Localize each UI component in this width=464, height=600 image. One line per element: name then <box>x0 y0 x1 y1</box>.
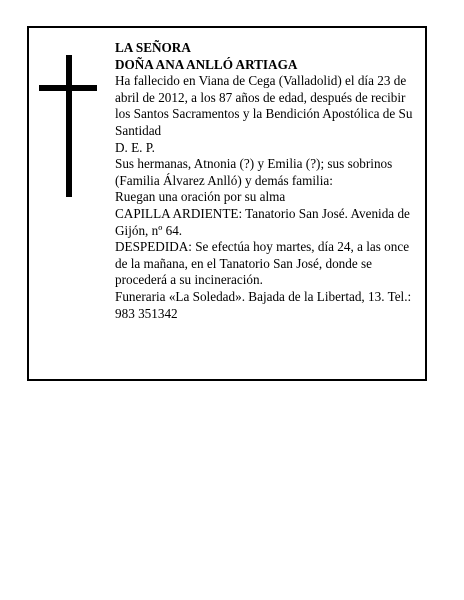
deceased-name: DOÑA ANA ANLLÓ ARTIAGA <box>115 56 298 72</box>
prayer-request: Ruegan una oración por su alma <box>115 189 286 205</box>
death-announcement: Ha fallecido en Viana de Cega (Valladolid) el día 23 de abril de 2012, a los 87 años de edad, después de recibir los Santos Sacramentos y la Bendición Apostólica de Su Santidad <box>115 73 413 138</box>
cross-vertical-bar <box>66 55 72 197</box>
chapel-info: CAPILLA ARDIENTE: Tanatorio San José. Avenida de Gijón, nº 64. <box>115 205 410 238</box>
obituary-notice <box>27 26 427 381</box>
cross-icon <box>39 55 97 197</box>
farewell-info: DESPEDIDA: Se efectúa hoy martes, día 24, a las once de la mañana, en el Tanatorio San José, donde se procederá a su incineración. <box>115 239 410 288</box>
notice-body <box>115 40 421 322</box>
family-members: Sus hermanas, Atnonia (?) y Emilia (?); sus sobrinos (Familia Álvarez Anlló) y demás familia: <box>115 156 393 188</box>
cross-horizontal-bar <box>39 85 97 91</box>
deceased-title: LA SEÑORA <box>115 40 191 55</box>
funeral-home-info: Funeraria «La Soledad». Bajada de la Libertad, 13. Tel.: 983 351342 <box>115 288 412 321</box>
rest-in-peace: D. E. P. <box>115 139 155 155</box>
